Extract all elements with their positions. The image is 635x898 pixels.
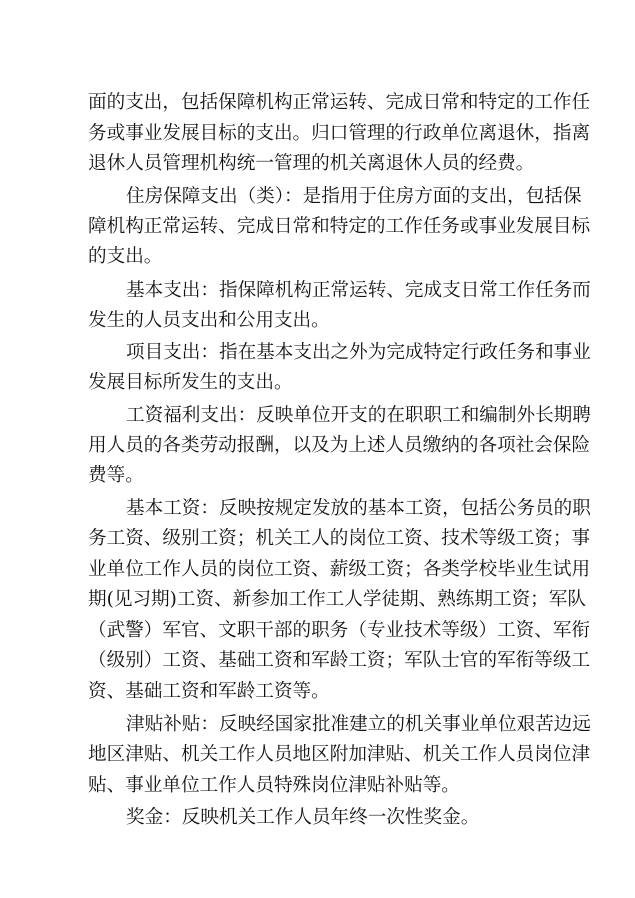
text-line: 资、基础工资和军龄工资等。: [88, 681, 330, 702]
text-line: 用人员的各类劳动报酬，以及为上述人员缴纳的各项社会保险: [88, 435, 591, 456]
text-line: 费等。: [88, 465, 144, 486]
text-line: 发生的人员支出和公用支出。: [88, 310, 330, 331]
paragraph-start-line: 工资福利支出：反映单位开支的在职职工和编制外长期聘: [126, 405, 591, 426]
paragraph-start-line: 津贴补贴：反映经国家批准建立的机关事业单位艰苦边远: [126, 714, 591, 735]
text-line: 期(见习期)工资、新参加工作工人学徒期、熟练期工资；军队: [88, 589, 586, 610]
text-line: （级别）工资、基础工资和军龄工资；军队士官的军衔等级工: [88, 650, 591, 671]
text-line: 业单位工作人员的岗位工资、薪级工资；各类学校毕业生试用: [88, 559, 591, 580]
text-line: 务或事业发展目标的支出。归口管理的行政单位离退休，指离: [88, 123, 591, 144]
text-line: 贴、事业单位工作人员特殊岗位津贴补贴等。: [88, 775, 460, 796]
paragraph-start-line: 住房保障支出（类）：是指用于住房方面的支出，包括保: [126, 186, 582, 207]
paragraph-start-line: 奖金：反映机关工作人员年终一次性奖金。: [126, 807, 480, 828]
text-line: 障机构正常运转、完成日常和特定的工作任务或事业发展目标: [88, 216, 591, 237]
paragraph-start-line: 基本支出：指保障机构正常运转、完成支日常工作任务而: [126, 280, 591, 301]
paragraph-start-line: 项目支出：指在基本支出之外为完成特定行政任务和事业: [126, 342, 591, 363]
text-line: 地区津贴、机关工作人员地区附加津贴、机关工作人员岗位津: [88, 744, 591, 765]
text-line: （武警）军官、文职干部的职务（专业技术等级）工资、军衔: [88, 620, 591, 641]
text-line: 发展目标所发生的支出。: [88, 372, 293, 393]
paragraph-start-line: 基本工资：反映按规定发放的基本工资，包括公务员的职: [126, 498, 591, 519]
text-line: 的支出。: [88, 246, 163, 267]
text-line: 面的支出，包括保障机构正常运转、完成日常和特定的工作任: [88, 92, 591, 113]
text-line: 退休人员管理机构统一管理的机关离退休人员的经费。: [88, 153, 535, 174]
text-line: 务工资、级别工资；机关工人的岗位工资、技术等级工资；事: [88, 528, 591, 549]
